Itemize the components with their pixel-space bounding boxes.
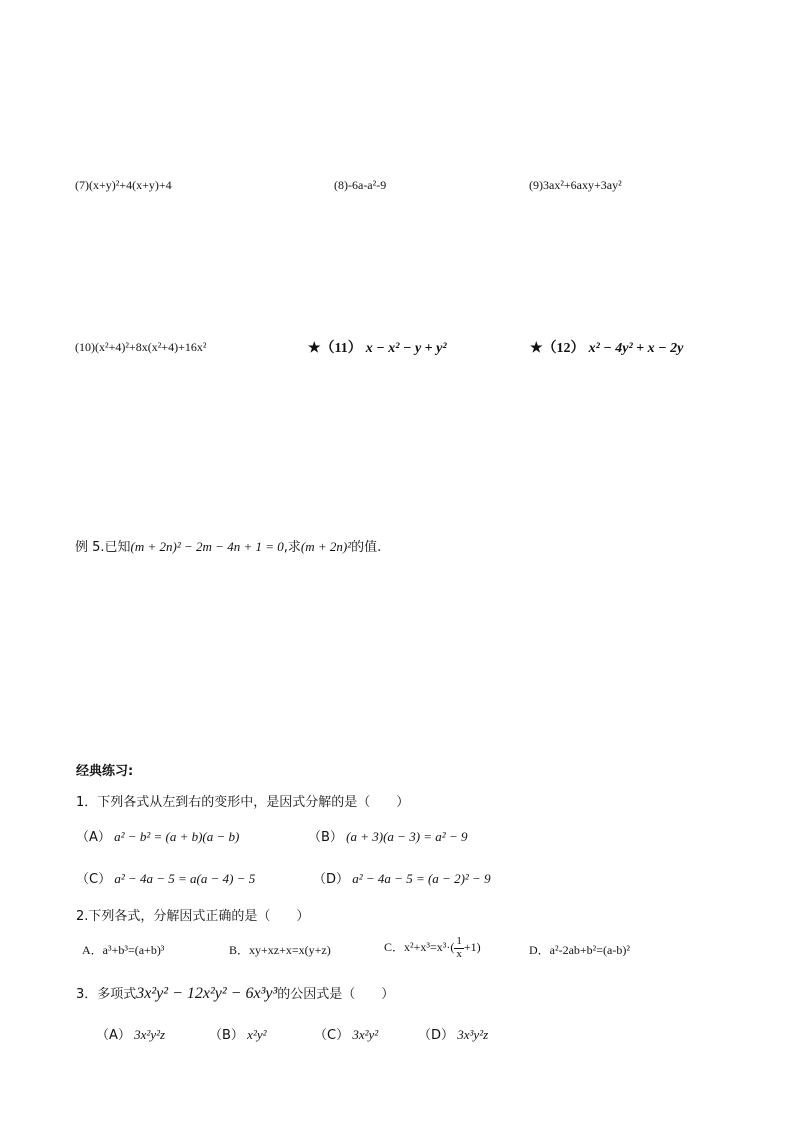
problem-11-label: ★（11）: [308, 341, 362, 356]
q3-option-b-label: （B）: [209, 1028, 244, 1043]
q1-option-d: [313, 868, 491, 887]
q3-option-a-expression: 3x²y²z: [134, 1027, 166, 1042]
q1-option-b-expression: (a + 3)(a − 3) = a² − 9: [346, 829, 468, 844]
q3-option-c-label: （C）: [314, 1028, 350, 1043]
q3-option-a: [96, 1024, 165, 1043]
q3-option-d: [418, 1024, 488, 1043]
q3-option-d-expression: 3x³y²z: [457, 1027, 489, 1042]
problem-12-label: ★（12）: [530, 341, 585, 356]
example-5-target: (m + 2n)²: [300, 539, 352, 554]
q3-option-b: [209, 1024, 267, 1043]
problem-7: (7)(x+y)²+4(x+y)+4: [75, 178, 172, 192]
q1-option-b-label: （B）: [308, 830, 343, 845]
q3-option-c-expression: 3x²y²: [352, 1027, 379, 1042]
q2-option-c-suffix: +1): [463, 939, 481, 954]
q2-option-c: [384, 936, 481, 960]
example-5-middle: ,求: [283, 540, 301, 555]
q3-stem-expression: 3x²y² − 12x²y² − 6x³y³: [136, 985, 278, 1002]
example-5-suffix: 的值.: [351, 540, 382, 555]
problem-10: (10)(x²+4)²+8x(x²+4)+16x²: [75, 340, 207, 354]
q2-option-a: A．a³+b³=(a+b)³: [82, 943, 165, 957]
q1-option-a: [76, 826, 239, 845]
q3-option-a-label: （A）: [96, 1028, 131, 1043]
q1-option-d-label: （D）: [313, 872, 350, 887]
example-5: [75, 536, 381, 555]
problem-11-expression: x − x² − y + y²: [365, 341, 447, 356]
q1-option-c-expression: a² − 4a − 5 = a(a − 4) − 5: [114, 871, 256, 886]
q2-option-c-numerator: 1: [456, 935, 462, 947]
q2-option-d: D．a²-2ab+b²=(a-b)²: [529, 943, 630, 957]
q1-option-c-label: （C）: [76, 872, 112, 887]
q1-option-a-label: （A）: [76, 830, 111, 845]
q1-stem: 1．下列各式从左到右的变形中，是因式分解的是（ ）: [76, 795, 410, 810]
q2-stem: 2.下列各式，分解因式正确的是（ ）: [76, 909, 310, 924]
problem-9: (9)3ax²+6axy+3ay²: [529, 178, 622, 192]
q3-option-c: [314, 1024, 378, 1043]
q3-option-d-label: （D）: [418, 1028, 455, 1043]
problem-12-expression: x² − 4y² + x − 2y: [588, 341, 684, 356]
q3-option-b-expression: x²y²: [247, 1027, 267, 1042]
problem-12: [530, 337, 683, 357]
q3-stem-prefix: 3．多项式: [76, 987, 137, 1002]
q2-option-c-prefix: C．x²+x³=x³·(: [384, 939, 455, 954]
exercises-heading: 经典练习:: [76, 764, 134, 779]
problem-8: (8)-6a-a²-9: [334, 178, 387, 192]
problem-11: [308, 337, 447, 357]
q2-option-b: B．xy+xz+x=x(y+z): [229, 943, 331, 957]
q2-option-c-denominator: x: [456, 947, 462, 960]
q1-option-a-expression: a² − b² = (a + b)(a − b): [114, 829, 240, 844]
q3-stem: [76, 983, 394, 1003]
q3-stem-suffix: 的公因式是（ ）: [277, 987, 395, 1002]
q1-option-c: [76, 868, 255, 887]
q2-option-c-fraction: [454, 936, 464, 960]
example-5-condition: (m + 2n)² − 2m − 4n + 1 = 0: [130, 539, 284, 554]
example-5-prefix: 例 5.已知: [75, 540, 131, 555]
q1-option-d-expression: a² − 4a − 5 = (a − 2)² − 9: [352, 871, 491, 886]
q1-option-b: [308, 826, 467, 845]
